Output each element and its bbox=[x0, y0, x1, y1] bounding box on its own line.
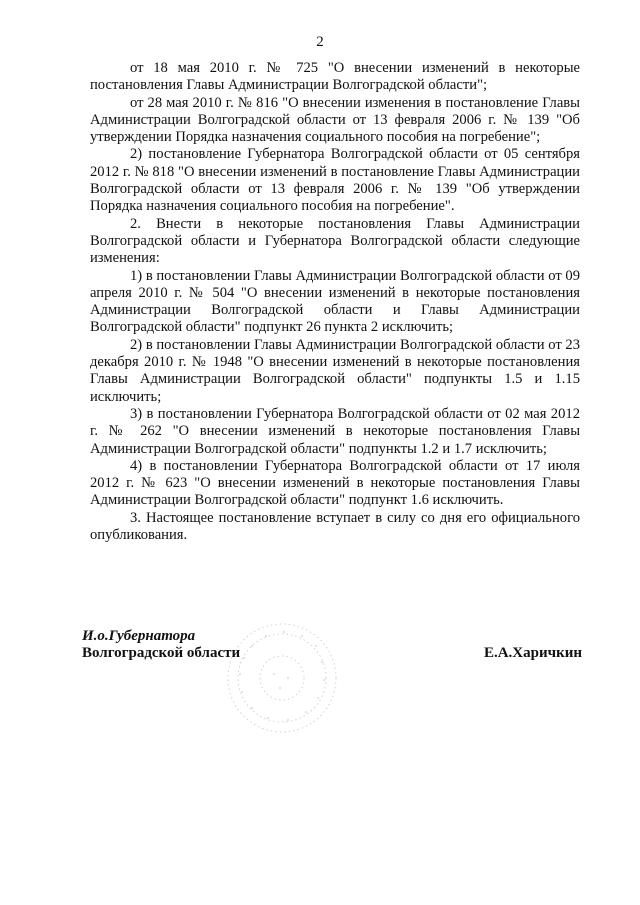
signatory-title-line2: Волгоградской области bbox=[82, 645, 241, 661]
paragraph: 4) в постановлении Губернатора Волгоградской области от 17 июля 2012 г. № 623 "О внесении изменений в некоторые постановления Главы Администрации Волгоградской области" подпункт 1.6 исключить. bbox=[90, 457, 580, 509]
signatory-title bbox=[82, 628, 240, 662]
signatory-title-line1: И.о.Губернатора bbox=[82, 628, 196, 644]
signature-block bbox=[82, 628, 582, 748]
paragraph: 2) в постановлении Главы Администрации Волгоградской области от 23 декабря 2010 г. № 1948 "О внесении изменений в некоторые постановления Главы Администрации Волгоградской области" подпункты 1.5 и 1.15 исключить; bbox=[90, 336, 580, 405]
paragraph: от 28 мая 2010 г. № 816 "О внесении изменения в постановление Главы Администрации Волгоградской области от 13 февраля 2006 г. № 139 "Об утверждении Порядка назначения социального пособия на погребение"; bbox=[90, 94, 580, 146]
document-body bbox=[90, 60, 580, 544]
paragraph: 3) в постановлении Губернатора Волгоградской области от 02 мая 2012 г. № 262 "О внесении изменений в некоторые постановления Главы Администрации Волгоградской области" подпункты 1.2 и 1.7 исключить; bbox=[90, 405, 580, 457]
paragraph: 1) в постановлении Главы Администрации Волгоградской области от 09 апреля 2010 г. № 504 "О внесении изменений в некоторые постановления Администрации Волгоградской области и Главы Администрации Волгоградской области" подпункт 26 пункта 2 исключить; bbox=[90, 267, 580, 336]
paragraph: 2. Внести в некоторые постановления Главы Администрации Волгоградской области и Губернатора Волгоградской области следующие изменения: bbox=[90, 215, 580, 267]
page-number: 2 bbox=[316, 34, 324, 50]
paragraph: 3. Настоящее постановление вступает в силу со дня его официального опубликования. bbox=[90, 509, 580, 544]
signatory-name: Е.А.Харичкин bbox=[483, 645, 582, 661]
paragraph: от 18 мая 2010 г. № 725 "О внесении изменений в некоторые постановления Главы Администрации Волгоградской области"; bbox=[90, 60, 580, 94]
paragraph: 2) постановление Губернатора Волгоградской области от 05 сентября 2012 г. № 818 "О внесении изменений в постановление Главы Администрации Волгоградской области от 13 февраля 2006 г. № 139 "Об утверждении Порядка назначения социального пособия на погребение". bbox=[90, 146, 580, 215]
